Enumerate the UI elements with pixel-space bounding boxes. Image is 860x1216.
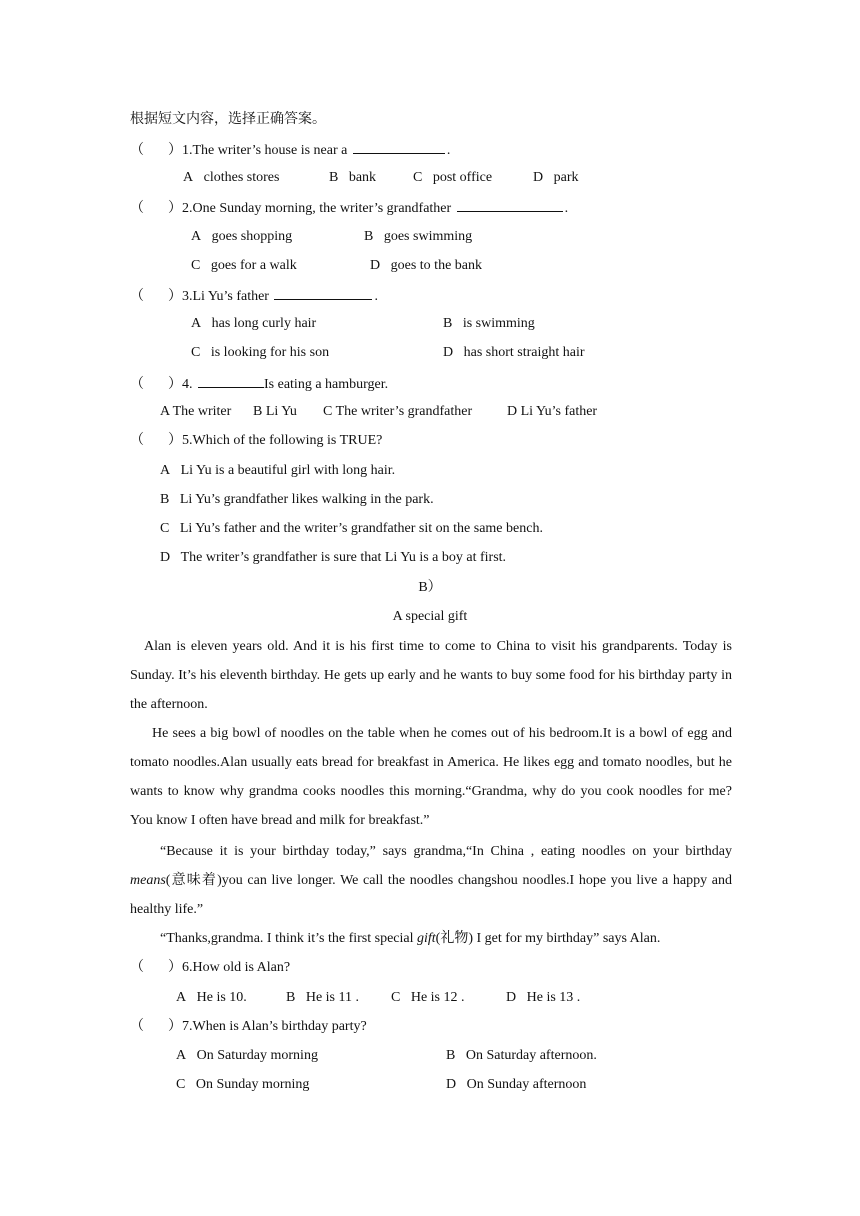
option-letter: C [391, 990, 401, 1005]
option-letter: D [533, 170, 544, 185]
question-tail: . [446, 143, 451, 158]
option-a[interactable] [183, 168, 279, 188]
option-letter: A [160, 463, 171, 478]
option-letter: A [160, 404, 170, 419]
option-text: has short straight hair [463, 345, 585, 360]
option-d[interactable] [443, 343, 585, 363]
answer-paren-open: （ [130, 377, 144, 392]
answer-paren-close: ） [168, 433, 182, 448]
answer-paren-close: ） [168, 201, 182, 216]
answer-paren-close: ） [168, 143, 182, 158]
option-letter: C [323, 404, 333, 419]
option-text: clothes stores [203, 170, 280, 185]
passage-paragraph-3 [130, 837, 732, 924]
answer-paren-close: ） [168, 1019, 182, 1034]
option-text: He is 11 . [305, 990, 359, 1005]
option-text: bank [348, 170, 377, 185]
option-text: Li Yu is a beautiful girl with long hair. [180, 463, 396, 478]
question-3 [130, 285, 378, 307]
question-text: 4. [182, 377, 193, 392]
option-d[interactable] [370, 256, 482, 276]
option-text: Li Yu [265, 404, 297, 419]
question-2 [130, 197, 568, 219]
option-a[interactable] [191, 227, 292, 247]
option-c[interactable] [160, 519, 543, 539]
fill-blank[interactable] [457, 197, 563, 212]
option-d[interactable] [446, 1075, 586, 1095]
fill-blank[interactable] [353, 139, 445, 154]
answer-paren-close: ） [168, 960, 182, 975]
option-b[interactable] [364, 227, 472, 247]
paragraph-text: (礼物) I get for my birthday” says Alan. [435, 931, 661, 946]
option-letter: B [329, 170, 339, 185]
question-text: 6.How old is Alan? [182, 960, 291, 975]
option-letter: A [191, 316, 202, 331]
question-1 [130, 139, 450, 161]
fill-blank[interactable] [274, 285, 372, 300]
option-text: goes swimming [383, 229, 473, 244]
passage-paragraph-1: Alan is eleven years old. And it is his first time to come to China to visit his grandparents. Today is Sunday. It’s his eleventh birthday. He gets up early and he wants to buy some food for his birthday party in the afternoon. [130, 639, 732, 712]
question-text: 2.One Sunday morning, the writer’s grandfather [182, 201, 452, 216]
option-text: On Sunday afternoon [466, 1077, 587, 1092]
option-b[interactable] [329, 168, 376, 188]
option-d[interactable] [507, 402, 597, 422]
option-b[interactable] [446, 1046, 597, 1066]
option-letter: B [253, 404, 263, 419]
emphasized-word: gift [417, 931, 436, 946]
option-text: is swimming [462, 316, 535, 331]
answer-paren-open: （ [130, 289, 144, 304]
option-letter: C [413, 170, 423, 185]
option-text: On Saturday morning [196, 1048, 318, 1063]
answer-paren-close: ） [168, 289, 182, 304]
option-text: On Sunday morning [195, 1077, 310, 1092]
option-c[interactable] [191, 343, 329, 363]
option-text: He is 12 . [410, 990, 465, 1005]
option-text: Li Yu’s father [520, 404, 598, 419]
answer-paren-open: （ [130, 201, 144, 216]
option-a[interactable] [176, 988, 247, 1008]
option-c[interactable] [191, 256, 297, 276]
option-letter: A [176, 1048, 187, 1063]
option-b[interactable] [160, 490, 434, 510]
option-text: post office [432, 170, 493, 185]
option-letter: C [191, 345, 201, 360]
option-a[interactable] [176, 1046, 318, 1066]
question-7 [130, 1017, 367, 1037]
option-text: The writer’s grandfather is sure that Li Yu is a boy at first. [180, 550, 507, 565]
option-text: has long curly hair [211, 316, 317, 331]
option-c[interactable] [413, 168, 492, 188]
option-letter: D [370, 258, 381, 273]
option-text: is looking for his son [210, 345, 330, 360]
option-text: goes to the bank [390, 258, 482, 273]
option-text: The writer [172, 404, 232, 419]
passage-paragraph-2: He sees a big bowl of noodles on the table when he comes out of his bedroom.It is a bowl of egg and tomato noodles.Alan usually eats bread for breakfast in America. He likes egg and tomato noodles, but he wants to know why grandma cooks noodles this morning.“Grandma, why do you cook noodles for me? You know I often have bread and milk for breakfast.” [130, 726, 732, 828]
option-letter: D [506, 990, 517, 1005]
option-letter: C [176, 1077, 186, 1092]
answer-paren-close: ） [168, 377, 182, 392]
option-letter: D [443, 345, 454, 360]
option-b[interactable] [443, 314, 535, 334]
option-a[interactable] [160, 461, 395, 481]
option-a[interactable] [191, 314, 316, 334]
option-letter: B [364, 229, 374, 244]
option-c[interactable] [391, 988, 465, 1008]
question-5 [130, 431, 382, 451]
option-letter: C [160, 521, 170, 536]
section-label: B） [418, 580, 442, 595]
question-tail: Is eating a hamburger. [264, 377, 389, 392]
paragraph-text: (意味着)you can live longer. We call the noodles changshou noodles.I hope you live a happy and healthy life.” [130, 873, 732, 917]
question-tail: . [564, 201, 569, 216]
answer-paren-open: （ [130, 1019, 144, 1034]
option-text: Li Yu’s grandfather likes walking in the park. [179, 492, 434, 507]
question-4 [130, 373, 388, 395]
fill-blank[interactable] [198, 373, 264, 388]
option-d[interactable] [533, 168, 579, 188]
emphasized-word: means [130, 873, 166, 888]
answer-paren-open: （ [130, 960, 144, 975]
option-text: He is 10. [196, 990, 247, 1005]
option-letter: A [191, 229, 202, 244]
question-tail: . [374, 289, 378, 304]
option-text: On Saturday afternoon. [465, 1048, 597, 1063]
option-c[interactable] [323, 402, 472, 422]
option-letter: D [507, 404, 518, 419]
instruction: 根据短文内容，选择正确答案。 [130, 112, 326, 127]
question-text: 5.Which of the following is TRUE? [182, 433, 383, 448]
option-text: goes shopping [211, 229, 293, 244]
option-letter: A [176, 990, 187, 1005]
option-d[interactable] [160, 548, 506, 568]
option-text: Li Yu’s father and the writer’s grandfather sit on the same bench. [179, 521, 543, 536]
option-d[interactable] [506, 988, 580, 1008]
option-letter: B [446, 1048, 456, 1063]
question-text: 7.When is Alan’s birthday party? [182, 1019, 367, 1034]
option-letter: A [183, 170, 194, 185]
option-letter: D [446, 1077, 457, 1092]
paragraph-text: “Thanks,grandma. I think it’s the first special [160, 931, 417, 946]
option-c[interactable] [176, 1075, 309, 1095]
passage-paragraph-4 [130, 924, 732, 953]
option-letter: B [286, 990, 296, 1005]
passage-title: A special gift [392, 609, 468, 624]
option-letter: B [443, 316, 453, 331]
question-text: 3.Li Yu’s father [182, 289, 269, 304]
option-letter: C [191, 258, 201, 273]
question-text: 1.The writer’s house is near a [182, 143, 348, 158]
option-letter: B [160, 492, 170, 507]
paragraph-text: “Because it is your birthday today,” says grandma,“In China , eating noodles on your birthday [160, 844, 732, 859]
option-letter: D [160, 550, 171, 565]
answer-paren-open: （ [130, 433, 144, 448]
option-text: The writer’s grandfather [335, 404, 473, 419]
option-b[interactable] [286, 988, 359, 1008]
answer-paren-open: （ [130, 143, 144, 158]
question-6 [130, 958, 290, 978]
option-text: park [553, 170, 579, 185]
option-text: He is 13 . [526, 990, 581, 1005]
option-text: goes for a walk [210, 258, 297, 273]
option-b[interactable] [253, 402, 297, 422]
option-a[interactable] [160, 402, 231, 422]
